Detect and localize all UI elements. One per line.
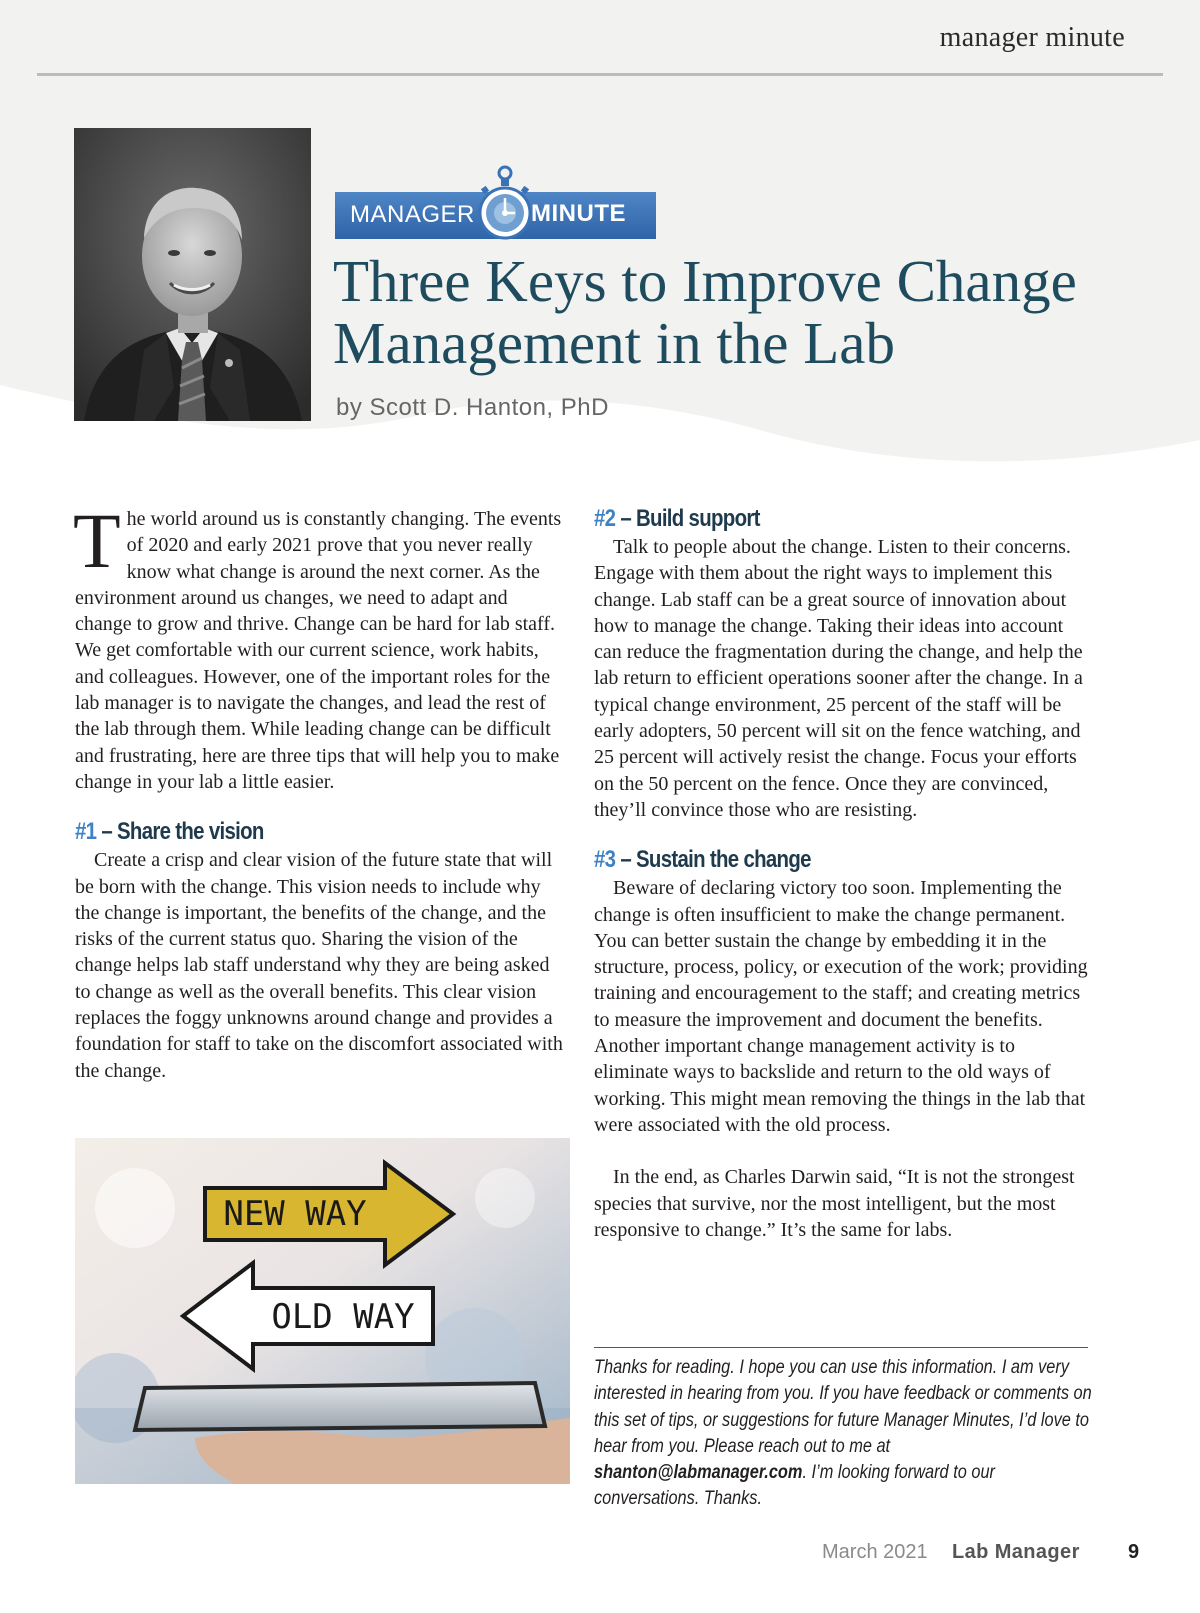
drop-cap: T (73, 497, 121, 584)
footer-magazine-name: Lab Manager (952, 1541, 1080, 1563)
closing-text-end: . I’m looking forward to our conversations. Thanks. (594, 1462, 995, 1510)
left-column (73, 497, 569, 1084)
section-tag: manager minute (939, 22, 1125, 53)
tip-3-title: – Sustain the change (615, 846, 811, 874)
right-column (594, 504, 1091, 1243)
header-divider (37, 73, 1163, 76)
footer-date: March 2021 (822, 1541, 928, 1563)
tip-2-number: #2 (594, 505, 616, 532)
badge-manager-text: MANAGER (350, 201, 475, 228)
closing-text: Thanks for reading. I hope you can use this information. I am very interested in hearing from you. If you have feedback or comments on this set of tips, or suggestions for future Manager Minutes, I’d love to hear from you. Please reach out to me at (594, 1357, 1092, 1457)
tip-3-body: Beware of declaring victory too soon. Implementing the change is often insufficient to make the change permanent. You can better sustain the change by embedding it in the structure, process, policy, or execution of the work; providing training and encouragement to the staff; and creating metrics to measure the improvement and document the benefits. Another important change management activity is to eliminate ways to backslide and return to the old ways of working. This might mean removing the things in the lab that were associated with the old process. (594, 877, 1088, 1136)
tip-2-heading (594, 504, 1016, 534)
tip-2-body: Talk to people about the change. Listen to their concerns. Engage with them about the right ways to implement this change. Lab staff can be a great source of innovation about how to manage the change. Taking their ideas into account can reduce the fragmentation during the change, and help the lab return to efficient operations sooner after the change. In a typical change environment, 25 percent of the staff will be early adopters, 50 percent will sit on the fence watching, and 25 percent will actively resist the change. Focus your efforts on the 50 percent on the fence. Once they are convinced, they’ll convince those who are resisting. (594, 536, 1083, 821)
tip-1-body: Create a crisp and clear vision of the future state that will be born with the change. This vision needs to include why the change is important, the benefits of the change, and the risks of the current status quo. Sharing the vision of the change helps lab staff understand why they are being asked to change as well as the overall benefits. This clear vision replaces the foggy unknowns around change and provides a foundation for staff to take on the discomfort associated with the change. (75, 849, 563, 1082)
tip-1-number: #1 (75, 818, 97, 846)
intro-text: he world around us is constantly changing. The events of 2020 and early 2021 prove that you never really know what change is around the next corner. As the environment around us changes, we need to adapt and change to grow and thrive. Change can be hard for lab staff. We get comfortable with our current science, work habits, and colleagues. However, one of the important roles for the lab manager is to navigate the changes, and lead the rest of the lab through them. While leading change can be difficult and frustrating, here are three tips that will help you to make change in your lab a little easier. (75, 508, 562, 793)
intro-paragraph (73, 497, 569, 795)
sign-old-way: OLD WAY (271, 1297, 415, 1337)
author-email-link[interactable]: shanton@labmanager.com (594, 1462, 803, 1484)
article-title: Three Keys to Improve Change Management in the Lab (333, 248, 1077, 376)
sign-new-way: NEW WAY (223, 1194, 367, 1234)
stopwatch-icon (478, 165, 532, 243)
author-photo (74, 128, 311, 421)
closing-divider (594, 1347, 1088, 1348)
tip-2-title: – Build support (615, 505, 760, 532)
closing-note (594, 1355, 1093, 1513)
tip-1-heading (75, 817, 495, 847)
conclusion-paragraph: In the end, as Charles Darwin said, “It is not the strongest species that survive, nor the most intelligent, but the most responsive to change.” It’s the same for labs. (594, 1166, 1075, 1241)
tip-1-title: – Share the vision (96, 818, 264, 846)
tip-3-heading (594, 845, 1016, 875)
article-byline: by Scott D. Hanton, PhD (336, 394, 609, 421)
signpost-image (75, 1138, 570, 1484)
page-number: 9 (1128, 1541, 1140, 1563)
tip-3-number: #3 (594, 846, 616, 874)
badge-minute-text: MINUTE (531, 200, 626, 227)
